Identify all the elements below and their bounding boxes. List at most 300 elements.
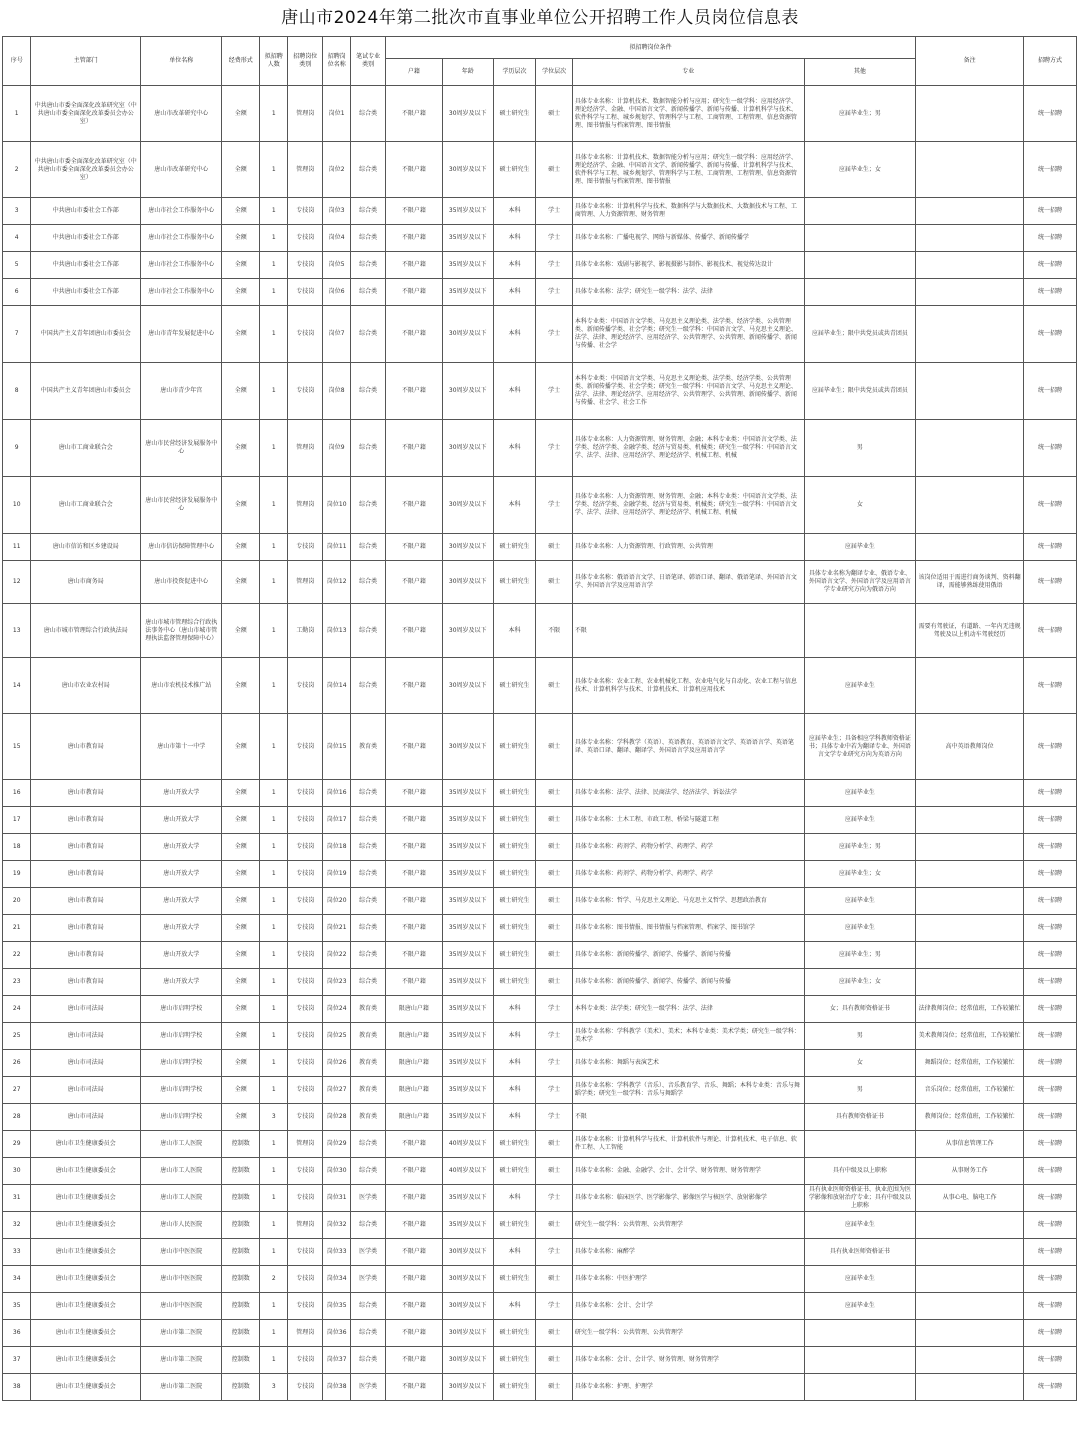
cell-seq: 3 — [3, 198, 31, 225]
cell-count: 1 — [260, 534, 288, 561]
cell-position: 岗位1 — [322, 86, 350, 142]
cell-degree: 硕士 — [536, 1158, 573, 1185]
cell-seq: 34 — [3, 1266, 31, 1293]
cell-edu: 硕士研究生 — [493, 534, 536, 561]
cell-dept: 唐山市商务局 — [31, 561, 141, 604]
header-exam: 笔试专业类别 — [351, 37, 386, 86]
cell-funding: 全额 — [222, 714, 260, 780]
cell-method: 统一招聘 — [1024, 942, 1077, 969]
cell-hukou: 不限户籍 — [385, 477, 442, 534]
cell-exam: 医学类 — [351, 1185, 386, 1212]
cell-position: 岗位5 — [322, 252, 350, 279]
cell-dept: 唐山市教育局 — [31, 942, 141, 969]
cell-method: 统一招聘 — [1024, 420, 1077, 477]
cell-age: 30周岁及以下 — [442, 1374, 493, 1401]
cell-exam: 综合类 — [351, 420, 386, 477]
cell-count: 1 — [260, 714, 288, 780]
cell-count: 1 — [260, 861, 288, 888]
cell-category: 专技岗 — [288, 714, 323, 780]
cell-major: 具体专业名称：药剂学、药物分析学、药理学、药学 — [572, 834, 804, 861]
cell-category: 专技岗 — [288, 534, 323, 561]
cell-funding: 全额 — [222, 807, 260, 834]
cell-note: 该岗位适用于需进行商务谈判、资料翻译，需能够熟练使用俄语 — [916, 561, 1024, 604]
header-other: 其他 — [804, 59, 916, 86]
cell-edu: 本科 — [493, 279, 536, 306]
cell-exam: 教育类 — [351, 1050, 386, 1077]
cell-seq: 9 — [3, 420, 31, 477]
table-row — [3, 198, 1077, 225]
cell-hukou: 不限户籍 — [385, 561, 442, 604]
cell-unit: 唐山开放大学 — [141, 888, 222, 915]
cell-major: 具体专业名称：哲学、马克思主义理论、马克思主义哲学、思想政治教育 — [572, 888, 804, 915]
cell-seq: 16 — [3, 780, 31, 807]
table-row — [3, 780, 1077, 807]
cell-count: 1 — [260, 807, 288, 834]
cell-note: 舞蹈岗位；经常值班，工作较繁忙 — [916, 1050, 1024, 1077]
cell-seq: 37 — [3, 1347, 31, 1374]
cell-age: 35周岁及以下 — [442, 780, 493, 807]
cell-degree: 学士 — [536, 225, 573, 252]
cell-note: 需要有驾驶证，有道路、一年内无违规驾驶及以上机动车驾驶经历 — [916, 604, 1024, 658]
cell-exam: 综合类 — [351, 969, 386, 996]
cell-dept: 唐山市卫生健康委员会 — [31, 1320, 141, 1347]
cell-edu: 本科 — [493, 1293, 536, 1320]
cell-dept: 中共唐山市委社会工作部 — [31, 252, 141, 279]
cell-seq: 29 — [3, 1131, 31, 1158]
cell-funding: 控制数 — [222, 1239, 260, 1266]
cell-funding: 全额 — [222, 561, 260, 604]
cell-other: 应届毕业生；限中共党员或共青团员 — [804, 306, 916, 363]
cell-other: 应届毕业生 — [804, 915, 916, 942]
cell-degree: 硕士 — [536, 658, 573, 714]
cell-method: 统一招聘 — [1024, 1104, 1077, 1131]
cell-degree: 硕士 — [536, 834, 573, 861]
cell-exam: 综合类 — [351, 780, 386, 807]
cell-hukou: 不限户籍 — [385, 534, 442, 561]
cell-seq: 15 — [3, 714, 31, 780]
cell-seq: 19 — [3, 861, 31, 888]
cell-exam: 综合类 — [351, 888, 386, 915]
table-row — [3, 1347, 1077, 1374]
cell-seq: 2 — [3, 142, 31, 198]
cell-major: 具体专业名称：计算机科学与技术、计算机软件与理论、计算机技术、电子信息、软件工程、人工智能 — [572, 1131, 804, 1158]
cell-other — [804, 225, 916, 252]
cell-age: 35周岁及以下 — [442, 969, 493, 996]
cell-position: 岗位37 — [322, 1347, 350, 1374]
cell-other: 应届毕业生；女 — [804, 969, 916, 996]
header-position: 招聘岗位名称 — [322, 37, 350, 86]
cell-unit: 唐山市改革研究中心 — [141, 142, 222, 198]
cell-edu: 硕士研究生 — [493, 1131, 536, 1158]
cell-position: 岗位35 — [322, 1293, 350, 1320]
cell-hukou: 不限户籍 — [385, 915, 442, 942]
cell-seq: 18 — [3, 834, 31, 861]
cell-hukou: 不限户籍 — [385, 888, 442, 915]
cell-exam: 综合类 — [351, 658, 386, 714]
cell-dept: 唐山市卫生健康委员会 — [31, 1266, 141, 1293]
cell-hukou: 不限户籍 — [385, 198, 442, 225]
cell-edu: 硕士研究生 — [493, 888, 536, 915]
header-conditions: 拟招聘岗位条件 — [385, 37, 915, 59]
cell-funding: 全额 — [222, 969, 260, 996]
cell-unit: 唐山市工人医院 — [141, 1185, 222, 1212]
cell-position: 岗位19 — [322, 861, 350, 888]
cell-dept: 唐山市司法局 — [31, 996, 141, 1023]
cell-unit: 唐山开放大学 — [141, 780, 222, 807]
cell-funding: 全额 — [222, 279, 260, 306]
cell-other — [804, 1320, 916, 1347]
cell-exam: 综合类 — [351, 1212, 386, 1239]
table-row — [3, 279, 1077, 306]
cell-seq: 28 — [3, 1104, 31, 1131]
cell-other: 应届毕业生 — [804, 888, 916, 915]
cell-count: 1 — [260, 1023, 288, 1050]
cell-major: 具体专业名称：中医护理学 — [572, 1266, 804, 1293]
cell-position: 岗位9 — [322, 420, 350, 477]
cell-exam: 综合类 — [351, 1131, 386, 1158]
cell-unit: 唐山市民营经济发展服务中心 — [141, 477, 222, 534]
cell-category: 专技岗 — [288, 1266, 323, 1293]
cell-edu: 硕士研究生 — [493, 86, 536, 142]
cell-age: 30周岁及以下 — [442, 1266, 493, 1293]
table-row — [3, 1266, 1077, 1293]
cell-seq: 26 — [3, 1050, 31, 1077]
cell-exam: 综合类 — [351, 534, 386, 561]
cell-method: 统一招聘 — [1024, 1131, 1077, 1158]
cell-hukou: 不限户籍 — [385, 780, 442, 807]
cell-dept: 唐山市信访和区乡建设局 — [31, 534, 141, 561]
cell-seq: 20 — [3, 888, 31, 915]
cell-age: 30周岁及以下 — [442, 420, 493, 477]
cell-seq: 17 — [3, 807, 31, 834]
cell-major: 具体专业名称：土木工程、市政工程、桥梁与隧道工程 — [572, 807, 804, 834]
cell-count: 2 — [260, 1266, 288, 1293]
cell-hukou: 不限户籍 — [385, 834, 442, 861]
cell-count: 1 — [260, 1212, 288, 1239]
cell-note — [916, 1239, 1024, 1266]
cell-funding: 全额 — [222, 658, 260, 714]
cell-method: 统一招聘 — [1024, 198, 1077, 225]
cell-funding: 全额 — [222, 604, 260, 658]
cell-major: 具体专业名称：新闻传播学、新闻学、传播学、新闻与传播 — [572, 969, 804, 996]
cell-category: 专技岗 — [288, 198, 323, 225]
table-row — [3, 1077, 1077, 1104]
cell-dept: 中共唐山市委社会工作部 — [31, 279, 141, 306]
cell-age: 30周岁及以下 — [442, 714, 493, 780]
cell-seq: 35 — [3, 1293, 31, 1320]
cell-major: 本科专业类：中国语言文学类、马克思主义理论类、法学类、经济学类、公共管理类、新闻传播学类、社会学类；研究生一级学科：中国语言文学、马克思主义理论、法学、法律、理论经济学、应用经济学、公共管理学、公共管理、新闻传播学、新闻与传播、社会学、社会工作 — [572, 363, 804, 420]
cell-note — [916, 534, 1024, 561]
cell-age: 30周岁及以下 — [442, 561, 493, 604]
cell-age: 30周岁及以下 — [442, 363, 493, 420]
cell-method: 统一招聘 — [1024, 477, 1077, 534]
cell-edu: 硕士研究生 — [493, 861, 536, 888]
cell-dept: 唐山市司法局 — [31, 1050, 141, 1077]
cell-category: 专技岗 — [288, 942, 323, 969]
cell-category: 专技岗 — [288, 996, 323, 1023]
cell-hukou: 不限户籍 — [385, 1347, 442, 1374]
cell-seq: 36 — [3, 1320, 31, 1347]
cell-degree: 硕士 — [536, 969, 573, 996]
cell-degree: 硕士 — [536, 534, 573, 561]
cell-age: 35周岁及以下 — [442, 807, 493, 834]
cell-method: 统一招聘 — [1024, 1266, 1077, 1293]
cell-position: 岗位13 — [322, 604, 350, 658]
cell-exam: 综合类 — [351, 363, 386, 420]
cell-edu: 本科 — [493, 1185, 536, 1212]
cell-note — [916, 1374, 1024, 1401]
cell-unit: 唐山市启明学校 — [141, 1104, 222, 1131]
cell-funding: 全额 — [222, 225, 260, 252]
cell-hukou: 限唐山户籍 — [385, 1023, 442, 1050]
cell-degree: 硕士 — [536, 714, 573, 780]
cell-exam: 综合类 — [351, 1347, 386, 1374]
cell-degree: 学士 — [536, 1185, 573, 1212]
cell-age: 35周岁及以下 — [442, 915, 493, 942]
cell-category: 专技岗 — [288, 252, 323, 279]
cell-count: 1 — [260, 306, 288, 363]
cell-edu: 硕士研究生 — [493, 714, 536, 780]
cell-count: 1 — [260, 604, 288, 658]
cell-age: 30周岁及以下 — [442, 1347, 493, 1374]
cell-hukou: 不限户籍 — [385, 969, 442, 996]
cell-age: 30周岁及以下 — [442, 86, 493, 142]
cell-hukou: 不限户籍 — [385, 1266, 442, 1293]
cell-funding: 全额 — [222, 534, 260, 561]
cell-unit: 唐山市工人医院 — [141, 1158, 222, 1185]
table-row — [3, 807, 1077, 834]
cell-method: 统一招聘 — [1024, 1077, 1077, 1104]
cell-method: 统一招聘 — [1024, 1212, 1077, 1239]
cell-method: 统一招聘 — [1024, 534, 1077, 561]
cell-hukou: 不限户籍 — [385, 363, 442, 420]
cell-major: 具体专业名称：护理、护理学 — [572, 1374, 804, 1401]
cell-edu: 本科 — [493, 1239, 536, 1266]
cell-method: 统一招聘 — [1024, 996, 1077, 1023]
cell-method: 统一招聘 — [1024, 1158, 1077, 1185]
cell-dept: 唐山市教育局 — [31, 780, 141, 807]
cell-degree: 硕士 — [536, 888, 573, 915]
cell-edu: 硕士研究生 — [493, 1347, 536, 1374]
cell-dept: 唐山市工商业联合会 — [31, 420, 141, 477]
cell-edu: 硕士研究生 — [493, 658, 536, 714]
header-seq: 序号 — [3, 37, 31, 86]
cell-unit: 唐山市社会工作服务中心 — [141, 198, 222, 225]
cell-hukou: 限唐山户籍 — [385, 1077, 442, 1104]
cell-position: 岗位20 — [322, 888, 350, 915]
cell-hukou: 不限户籍 — [385, 604, 442, 658]
cell-other: 应届毕业生；男 — [804, 834, 916, 861]
cell-other: 具有教师资格证书 — [804, 1104, 916, 1131]
cell-funding: 控制数 — [222, 1131, 260, 1158]
cell-seq: 1 — [3, 86, 31, 142]
cell-age: 35周岁及以下 — [442, 225, 493, 252]
cell-method: 统一招聘 — [1024, 834, 1077, 861]
cell-position: 岗位33 — [322, 1239, 350, 1266]
table-row — [3, 1185, 1077, 1212]
header-unit: 单位名称 — [141, 37, 222, 86]
cell-count: 3 — [260, 1374, 288, 1401]
cell-edu: 硕士研究生 — [493, 969, 536, 996]
cell-major: 具体专业名称：人力资源管理、财务管理、金融；本科专业类：中国语言文学类、法学类、经济学类、金融学类、经济与贸易类、机械类；研究生一级学科：中国语言文学、法学、法律、应用经济学、理论经济学、机械工程、机械 — [572, 420, 804, 477]
cell-major: 具体专业名称：农业工程、农业机械化工程、农业电气化与自动化、农业工程与信息技术、计算机科学与技术、计算机技术、计算机应用技术 — [572, 658, 804, 714]
cell-major: 具体专业名称：俄语语言文学、日语笔译、韩语口译、翻译、俄语笔译、外国语言文学、外国语言学及应用语言学 — [572, 561, 804, 604]
cell-dept: 中共唐山市委社会工作部 — [31, 225, 141, 252]
cell-other — [804, 1374, 916, 1401]
header-major: 专业 — [572, 59, 804, 86]
cell-hukou: 不限户籍 — [385, 942, 442, 969]
cell-note — [916, 861, 1024, 888]
table-row — [3, 1131, 1077, 1158]
cell-seq: 6 — [3, 279, 31, 306]
cell-major: 具体专业名称：学科教学（英语）、英语教育、英语语言文学、英语语言学、英语笔译、英语口译、翻译、翻译学、外国语言学及应用语言学 — [572, 714, 804, 780]
cell-major: 具体专业名称：会计、会计学 — [572, 1293, 804, 1320]
cell-unit: 唐山市农机技术推广站 — [141, 658, 222, 714]
cell-other — [804, 1347, 916, 1374]
cell-degree: 不限 — [536, 604, 573, 658]
cell-count: 1 — [260, 363, 288, 420]
cell-exam: 综合类 — [351, 1158, 386, 1185]
cell-category: 专技岗 — [288, 1185, 323, 1212]
cell-note: 高中英语教师岗位 — [916, 714, 1024, 780]
cell-age: 30周岁及以下 — [442, 477, 493, 534]
cell-count: 1 — [260, 942, 288, 969]
cell-exam: 教育类 — [351, 1023, 386, 1050]
cell-unit: 唐山开放大学 — [141, 969, 222, 996]
cell-edu: 硕士研究生 — [493, 807, 536, 834]
table-row — [3, 477, 1077, 534]
cell-other: 男 — [804, 1077, 916, 1104]
cell-degree: 硕士 — [536, 1212, 573, 1239]
cell-unit: 唐山市第二医院 — [141, 1374, 222, 1401]
cell-exam: 综合类 — [351, 915, 386, 942]
cell-edu: 本科 — [493, 363, 536, 420]
cell-funding: 全额 — [222, 477, 260, 534]
cell-dept: 中共唐山市委社会工作部 — [31, 198, 141, 225]
cell-major: 具体专业名称：计算机技术、数据智能分析与应用；研究生一级学科：应用经济学、理论经济学、金融、中国语言文学、新闻传播学、新闻与传播、计算机科学与技术、软件科学与工程、城乡规划学、管理科学与工程、工商管理、工程管理、信息资源管理、图书情报与档案管理、图书情报 — [572, 142, 804, 198]
cell-note — [916, 1212, 1024, 1239]
cell-hukou: 不限户籍 — [385, 1212, 442, 1239]
cell-degree: 硕士 — [536, 86, 573, 142]
cell-funding: 控制数 — [222, 1266, 260, 1293]
cell-dept: 唐山市教育局 — [31, 714, 141, 780]
cell-position: 岗位25 — [322, 1023, 350, 1050]
cell-major: 具体专业名称：临床医学、医学影像学、影像医学与核医学、放射影像学 — [572, 1185, 804, 1212]
cell-dept: 唐山市卫生健康委员会 — [31, 1239, 141, 1266]
cell-note — [916, 225, 1024, 252]
cell-major: 具体专业名称：新闻传播学、新闻学、传播学、新闻与传播 — [572, 942, 804, 969]
cell-funding: 全额 — [222, 996, 260, 1023]
cell-note — [916, 86, 1024, 142]
cell-funding: 全额 — [222, 861, 260, 888]
cell-edu: 硕士研究生 — [493, 780, 536, 807]
cell-degree: 硕士 — [536, 915, 573, 942]
cell-dept: 唐山市教育局 — [31, 888, 141, 915]
cell-funding: 控制数 — [222, 1185, 260, 1212]
cell-seq: 27 — [3, 1077, 31, 1104]
cell-edu: 本科 — [493, 1104, 536, 1131]
cell-unit: 唐山市工人医院 — [141, 1131, 222, 1158]
cell-count: 1 — [260, 996, 288, 1023]
cell-funding: 全额 — [222, 1023, 260, 1050]
cell-count: 1 — [260, 1185, 288, 1212]
cell-exam: 教育类 — [351, 1104, 386, 1131]
cell-other: 女 — [804, 1050, 916, 1077]
cell-count: 1 — [260, 1347, 288, 1374]
cell-unit: 唐山市启明学校 — [141, 1023, 222, 1050]
cell-exam: 综合类 — [351, 1320, 386, 1347]
cell-unit: 唐山开放大学 — [141, 807, 222, 834]
cell-other: 具有执业医师资格证书 — [804, 1239, 916, 1266]
cell-age: 30周岁及以下 — [442, 604, 493, 658]
cell-degree: 学士 — [536, 1239, 573, 1266]
cell-unit: 唐山市改革研究中心 — [141, 86, 222, 142]
cell-category: 专技岗 — [288, 363, 323, 420]
cell-edu: 本科 — [493, 420, 536, 477]
cell-exam: 医学类 — [351, 1266, 386, 1293]
cell-major: 具体专业名称：学科教学（美术）、美术；本科专业类：美术学类；研究生一级学科：美术学 — [572, 1023, 804, 1050]
cell-method: 统一招聘 — [1024, 1347, 1077, 1374]
cell-degree: 学士 — [536, 477, 573, 534]
cell-major: 具体专业名称：计算机技术、数据智能分析与应用；研究生一级学科：应用经济学、理论经济学、金融、中国语言文学、新闻传播学、新闻与传播、计算机科学与技术、软件科学与工程、城乡规划学、管理科学与工程、工商管理、工程管理、信息资源管理、图书情报与档案管理、图书情报 — [572, 86, 804, 142]
cell-age: 30周岁及以下 — [442, 306, 493, 363]
cell-other: 女 — [804, 477, 916, 534]
cell-hukou: 不限户籍 — [385, 1293, 442, 1320]
cell-unit: 唐山市青年发展促进中心 — [141, 306, 222, 363]
cell-degree: 硕士 — [536, 561, 573, 604]
cell-other: 具有中级及以上职称 — [804, 1158, 916, 1185]
cell-unit: 唐山市社会工作服务中心 — [141, 252, 222, 279]
cell-edu: 本科 — [493, 996, 536, 1023]
cell-funding: 全额 — [222, 86, 260, 142]
cell-position: 岗位38 — [322, 1374, 350, 1401]
cell-dept: 唐山市司法局 — [31, 1077, 141, 1104]
cell-degree: 硕士 — [536, 142, 573, 198]
cell-seq: 31 — [3, 1185, 31, 1212]
cell-seq: 5 — [3, 252, 31, 279]
cell-hukou: 不限户籍 — [385, 1239, 442, 1266]
cell-age: 30周岁及以下 — [442, 1239, 493, 1266]
cell-position: 岗位31 — [322, 1185, 350, 1212]
cell-category: 专技岗 — [288, 807, 323, 834]
cell-major: 研究生一级学科：公共管理、公共管理学 — [572, 1212, 804, 1239]
cell-method: 统一招聘 — [1024, 142, 1077, 198]
cell-major: 具体专业名称：法学、法律、民商法学、经济法学、诉讼法学 — [572, 780, 804, 807]
cell-major: 具体专业名称：舞蹈与表演艺术 — [572, 1050, 804, 1077]
cell-edu: 本科 — [493, 225, 536, 252]
cell-category: 专技岗 — [288, 861, 323, 888]
cell-position: 岗位12 — [322, 561, 350, 604]
cell-dept: 唐山市司法局 — [31, 1104, 141, 1131]
cell-age: 30周岁及以下 — [442, 534, 493, 561]
table-row — [3, 604, 1077, 658]
cell-unit: 唐山市启明学校 — [141, 1077, 222, 1104]
cell-hukou: 不限户籍 — [385, 1158, 442, 1185]
cell-major: 本科专业类：法学类；研究生一级学科：法学、法律 — [572, 996, 804, 1023]
cell-dept: 唐山市教育局 — [31, 807, 141, 834]
cell-position: 岗位27 — [322, 1077, 350, 1104]
cell-funding: 控制数 — [222, 1320, 260, 1347]
cell-position: 岗位23 — [322, 969, 350, 996]
cell-count: 1 — [260, 1077, 288, 1104]
cell-count: 1 — [260, 658, 288, 714]
cell-edu: 硕士研究生 — [493, 834, 536, 861]
cell-unit: 唐山市中医医院 — [141, 1239, 222, 1266]
cell-position: 岗位14 — [322, 658, 350, 714]
cell-seq: 21 — [3, 915, 31, 942]
cell-hukou: 不限户籍 — [385, 225, 442, 252]
table-row — [3, 1239, 1077, 1266]
